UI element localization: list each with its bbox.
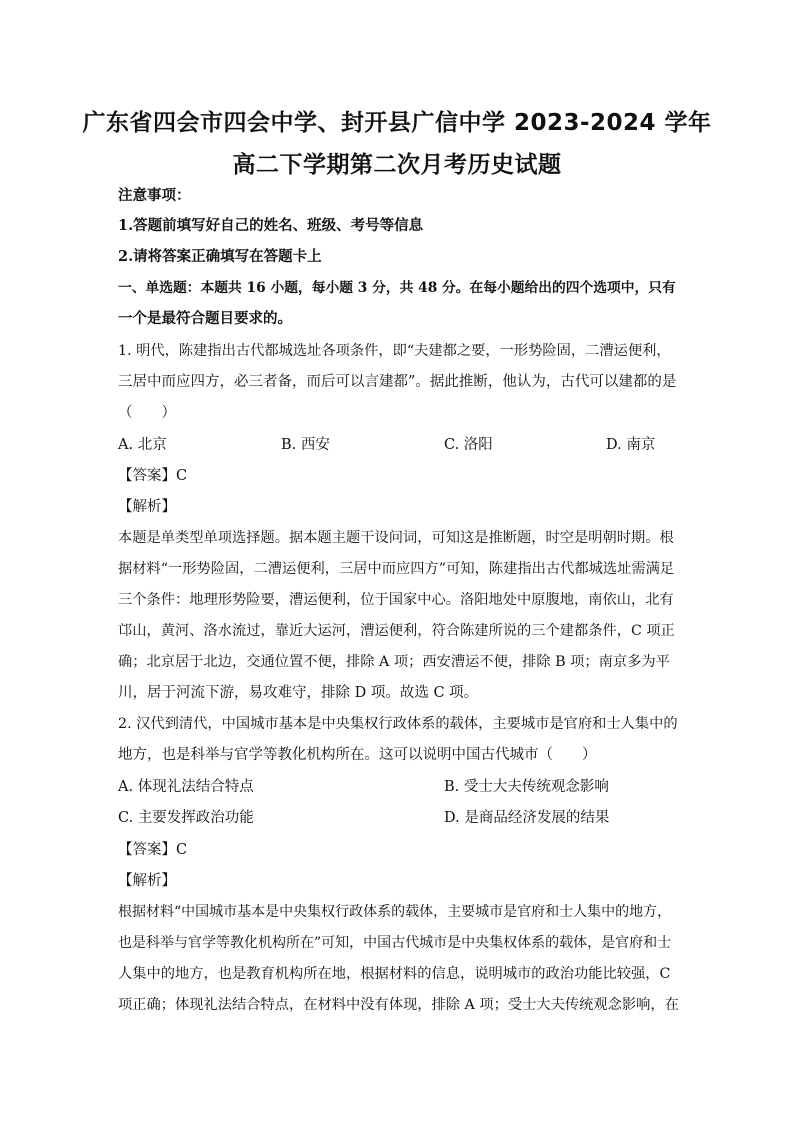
q1-option-a: A. 北京	[118, 437, 167, 453]
q1-stem-line-2: 三居中而应四方，必三者备，而后可以言建都”。据此推断，他认为，古代可以建都的是	[118, 374, 677, 390]
q1-stem-line-1: 1. 明代，陈建指出古代都城选址各项条件，即“夫建都之要，一形势险固，二漕运便利，	[118, 343, 671, 359]
q1-analysis-line-2: 据材料“一形势险固，二漕运便利，三居中而应四方”可知，陈建指出古代都城选址需满足	[118, 561, 675, 577]
q2-analysis-line-1: 根据材料“中国城市基本是中央集权行政体系的载体，主要城市是官府和士人集中的地方，	[118, 904, 672, 920]
q2-stem-line-2: 地方，也是科举与官学等教化机构所在。这可以说明中国古代城市（ ）	[118, 747, 597, 763]
exam-title-line-1: 广东省四会市四会中学、封开县广信中学 2023-2024 学年	[82, 110, 712, 136]
q2-analysis-line-4: 项正确；体现礼法结合特点，在材料中没有体现，排除 A 项；受士大夫传统观念影响，在	[118, 997, 679, 1013]
q1-stem-line-3: （ ）	[118, 405, 176, 421]
q1-analysis-line-4: 邙山，黄河、洛水流过，靠近大运河，漕运便利，符合陈建所说的三个建都条件，C 项正	[118, 623, 675, 639]
q2-answer: 【答案】C	[118, 842, 188, 858]
q2-stem-line-1: 2. 汉代到清代，中国城市基本是中央集权行政体系的载体，主要城市是官府和士人集中的	[118, 716, 678, 732]
notice-item-1: 1.答题前填写好自己的姓名、班级、考号等信息	[118, 217, 424, 234]
q1-option-c: C. 洛阳	[444, 437, 493, 453]
q2-analysis-line-2: 也是科举与官学等教化机构所在”可知，中国古代城市是中央集权体系的载体，是官府和士	[118, 935, 672, 951]
q1-analysis-line-5: 确；北京居于北边，交通位置不便，排除 A 项；西安漕运不便，排除 B 项；南京多为平	[118, 654, 670, 670]
q1-analysis-line-1: 本题是单类型单项选择题。据本题主题干设问词，可知这是推断题，时空是明朝时期。根	[118, 530, 674, 546]
q1-option-b: B. 西安	[281, 437, 330, 453]
notice-item-2: 2.请将答案正确填写在答题卡上	[118, 248, 322, 265]
q1-analysis-line-3: 三个条件：地理形势险要，漕运便利，位于国家中心。洛阳地处中原腹地，南依山，北有	[118, 592, 674, 608]
q2-analysis-label: 【解析】	[118, 873, 176, 889]
q1-analysis-label: 【解析】	[118, 499, 176, 515]
q2-option-d: D. 是商品经济发展的结果	[444, 810, 610, 826]
notice-heading: 注意事项：	[118, 187, 191, 204]
section-heading-line-2: 一个是最符合题目要求的。	[118, 310, 292, 327]
q2-option-b: B. 受士大夫传统观念影响	[444, 779, 609, 795]
section-heading-line-1: 一、单选题：本题共 16 小题，每小题 3 分，共 48 分。在每小题给出的四个选项中，只有	[118, 280, 676, 296]
q2-option-a: A. 体现礼法结合特点	[118, 779, 254, 795]
q1-option-d: D. 南京	[606, 437, 656, 453]
q2-analysis-line-3: 人集中的地方，也是教育机构所在地，根据材料的信息，说明城市的政治功能比较强，C	[118, 966, 671, 982]
q2-option-c: C. 主要发挥政治功能	[118, 810, 254, 826]
q1-analysis-line-6: 川，居于河流下游，易攻难守，排除 D 项。故选 C 项。	[118, 685, 479, 701]
exam-title-line-2: 高二下学期第二次月考历史试题	[232, 152, 562, 178]
q1-answer: 【答案】C	[118, 468, 188, 484]
